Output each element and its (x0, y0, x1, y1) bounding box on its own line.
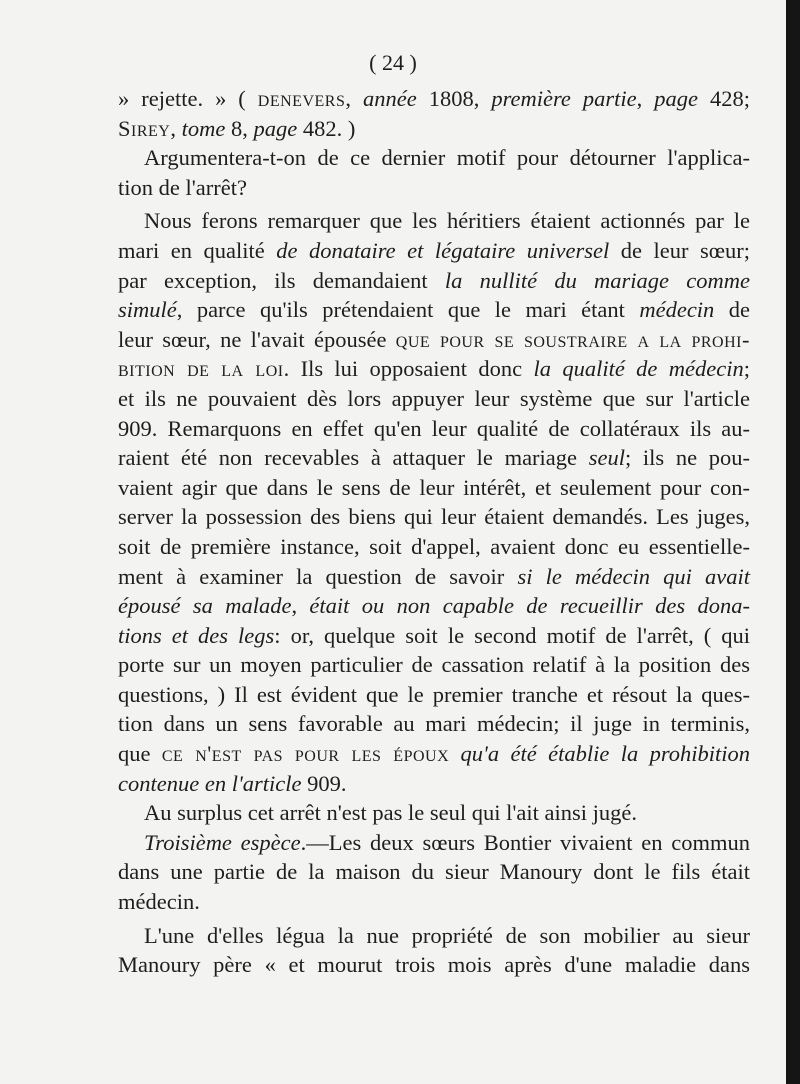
text-segment: 482. ) (297, 115, 356, 141)
text-segment: porte sur un moyen particulier de cassation relatif à la position des (118, 652, 750, 678)
text-line (118, 414, 750, 444)
text-line (118, 828, 750, 858)
text-segment: tions et des legs (118, 622, 275, 648)
text-segment: » rejette. » ( (118, 86, 258, 111)
text-segment: Argumentera-t-on de ce dernier motif pour détourner l'applica- (144, 145, 750, 171)
text-segment: simulé (118, 297, 177, 323)
text-segment: ; ils ne pou- (624, 445, 750, 471)
text-segment: Troisième espèce (144, 829, 301, 855)
text-line (118, 502, 750, 532)
text-line (118, 739, 750, 769)
text-line (118, 143, 750, 173)
text-segment: 8, (225, 115, 254, 141)
text-segment: Sirey (118, 115, 171, 141)
text-line (118, 562, 750, 592)
text-segment: .—Les deux sœurs Bontier vivaient en commun (300, 829, 750, 855)
text-line (118, 621, 750, 651)
text-segment: Manoury père « et mourut trois mois après d'une maladie dans (118, 952, 750, 978)
text-segment: leur sœur, ne l'avait épousée (118, 326, 396, 352)
text-segment: contenue en l'article (118, 770, 302, 796)
text-segment: que (118, 741, 162, 767)
text-segment: et ils ne pouvaient dès lors appuyer leur système que sur l'article (118, 385, 750, 411)
text-line (118, 650, 750, 680)
text-line (118, 591, 750, 621)
text-line (118, 921, 750, 951)
text-segment: page (253, 115, 298, 141)
text-line (118, 473, 750, 503)
text-segment: mari en qualité (118, 237, 277, 263)
text-line (118, 857, 750, 887)
text-segment: , (636, 86, 655, 111)
text-segment: page (654, 86, 698, 111)
text-segment: de (714, 297, 750, 323)
text-segment: Nous ferons remarquer que les héritiers étaient actionnés par le (144, 208, 750, 234)
text-line (118, 709, 750, 739)
text-segment: était ou non capable de recueillir des dona- (309, 593, 750, 619)
text-segment: : or, quelque soit le second motif de l'arrêt, ( qui (274, 622, 750, 648)
text-line (118, 798, 750, 828)
page-number: ( 24 ) (369, 50, 417, 75)
text-line (118, 680, 750, 710)
text-segment: , (170, 115, 182, 141)
text-line (118, 114, 750, 144)
text-segment: seul (588, 445, 625, 471)
text-segment: première partie (491, 86, 637, 111)
text-segment: server la possession des biens qui leur étaient demandés. Les juges, (118, 504, 750, 530)
text-line (118, 173, 750, 203)
text-segment: qu'a été établie la prohibition (460, 741, 751, 767)
text-segment: 428; (698, 86, 750, 111)
text-segment: questions, ) Il est évident que le premier tranche et résout la ques- (118, 681, 750, 707)
text-segment: année (362, 86, 417, 111)
text-segment: par exception, ils demandaient (118, 267, 445, 293)
text-segment: soit de première instance, soit d'appel, avaient donc eu essentielle- (118, 533, 750, 559)
text-segment: . Ils lui opposaient donc (283, 356, 534, 382)
text-segment (449, 741, 460, 766)
text-line (118, 887, 750, 917)
text-line (118, 84, 750, 114)
text-segment: denevers (257, 86, 346, 111)
text-segment: 909. Remarquons en effet qu'en leur qualité de collatéraux ils au- (118, 415, 750, 441)
text-line (118, 769, 750, 799)
text-segment: épousé sa malade (118, 593, 292, 619)
text-line (118, 266, 750, 296)
text-segment: ment à examiner la question de savoir (118, 563, 518, 589)
text-line (118, 236, 750, 266)
text-line (118, 354, 750, 384)
text-segment: , (345, 86, 363, 111)
text-segment: raient été non recevables à attaquer le mariage (118, 445, 589, 471)
text-line (118, 206, 750, 236)
text-segment: médecin (639, 297, 715, 323)
text-segment: bition de la loi (118, 356, 284, 382)
text-segment: ce n'est pas pour les époux (161, 741, 450, 767)
text-segment: la qualité de médecin (533, 356, 744, 382)
text-segment: vaient agir que dans le sens de leur intérêt, et seulement pour con- (118, 474, 750, 500)
text-segment: médecin. (118, 889, 200, 915)
text-line (118, 325, 750, 355)
text-segment: tion de l'arrêt? (118, 174, 247, 200)
text-segment: de leur sœur; (609, 237, 751, 263)
text-line (118, 532, 750, 562)
text-segment: , (291, 593, 310, 619)
text-line (118, 950, 750, 980)
text-segment: tion dans un sens favorable au mari médecin; il juge in terminis, (118, 711, 750, 737)
text-line (118, 295, 750, 325)
text-segment: 1808, (416, 86, 492, 111)
body-text (118, 84, 750, 980)
text-line (118, 443, 750, 473)
text-segment: que pour se soustraire a la prohi- (395, 326, 750, 352)
text-segment: tome (181, 115, 226, 141)
text-segment: Au surplus cet arrêt n'est pas le seul qui l'ait ainsi jugé. (144, 800, 637, 826)
text-segment: la nullité du mariage comme (444, 267, 750, 293)
text-segment: si le médecin qui avait (517, 563, 751, 589)
text-segment: de donataire et légataire universel (276, 237, 610, 263)
text-line (118, 384, 750, 414)
text-segment: L'une d'elles légua la nue propriété de son mobilier au sieur (144, 922, 750, 948)
text-segment: ; (743, 356, 750, 382)
text-segment: , parce qu'ils prétendaient que le mari étant (176, 297, 640, 323)
text-segment: 909. (301, 770, 347, 796)
text-segment: dans une partie de la maison du sieur Manoury dont le fils était (118, 859, 750, 885)
